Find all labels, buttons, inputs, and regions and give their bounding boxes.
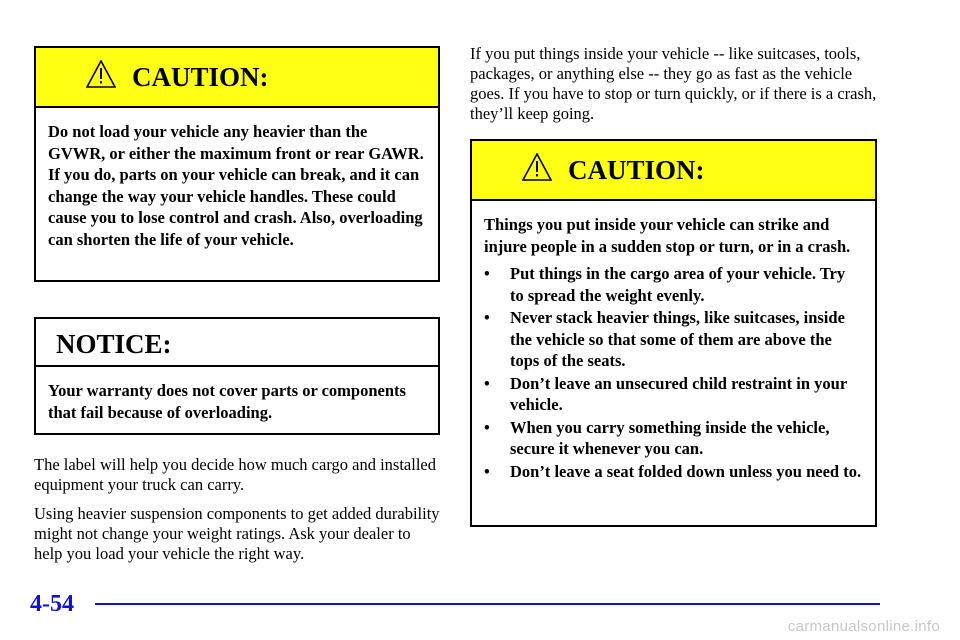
- page-number: 4-54: [30, 591, 74, 617]
- paragraph: The label will help you decide how much cargo and installed equipment your truck can carry.: [34, 455, 436, 494]
- caution-title: CAUTION:: [568, 155, 705, 185]
- paragraph: Using heavier suspension components to get added durability might not change your weight ratings. Ask your dealer to help you load your vehicle the right way.: [34, 504, 440, 563]
- warning-triangle-icon: [86, 60, 116, 88]
- right-column: [470, 44, 877, 527]
- warning-triangle-icon: [522, 153, 552, 181]
- notice-title: NOTICE:: [56, 329, 172, 359]
- notice-text: Your warranty does not cover parts or components that fail because of overloading.: [48, 381, 406, 422]
- list-item-text: Put things in the cargo area of your vehicle. Try to spread the weight evenly.: [510, 264, 846, 305]
- bullet-icon: •: [484, 308, 490, 327]
- caution-header: [472, 141, 875, 201]
- list-item-text: When you carry something inside the vehicle, secure it whenever you can.: [510, 417, 830, 458]
- notice-header: [36, 319, 438, 367]
- list-item: [484, 373, 863, 416]
- caution-body: [472, 201, 875, 497]
- list-item-text: Don’t leave an unsecured child restraint in your vehicle.: [510, 373, 847, 414]
- caution-title: CAUTION:: [132, 62, 269, 92]
- caution-box-overload: [34, 46, 440, 282]
- watermark: carmanualsonline.info: [787, 618, 940, 635]
- list-item: [484, 307, 863, 372]
- list-item-text: Never stack heavier things, like suitcases, inside the vehicle so that some of them are above the tops of the seats.: [510, 308, 845, 370]
- left-body-text: [34, 455, 440, 564]
- bullet-icon: •: [484, 373, 490, 393]
- list-item-text: Don’t leave a seat folded down unless you need to.: [510, 461, 862, 481]
- left-column: [34, 46, 440, 573]
- caution-text: Do not load your vehicle any heavier than the GVWR, or either the maximum front or rear GAWR. If you do, parts on your vehicle can break, and it can change the way your vehicle handles. These could cause you to lose control and crash. Also, overloading can shorten the life of your vehicle.: [48, 122, 424, 249]
- bullet-icon: •: [484, 264, 490, 283]
- intro-paragraph: If you put things inside your vehicle -- like suitcases, tools, packages, or anything else -- they go as fast as the vehicle goes. If you have to stop or turn quickly, or if there is a crash, they’ll keep going.: [470, 44, 877, 123]
- list-item: [484, 461, 863, 483]
- caution-bullet-list: [484, 263, 863, 482]
- list-item: [484, 417, 863, 460]
- caution-text: Things you put inside your vehicle can strike and injure people in a sudden stop or turn, or in a crash.: [484, 215, 851, 256]
- caution-header: [36, 48, 438, 108]
- list-item: [484, 263, 863, 306]
- bullet-icon: •: [484, 461, 490, 481]
- notice-box: [34, 317, 440, 435]
- bullet-icon: •: [484, 417, 490, 437]
- footer-rule: [95, 603, 880, 605]
- caution-box-cargo: [470, 139, 877, 527]
